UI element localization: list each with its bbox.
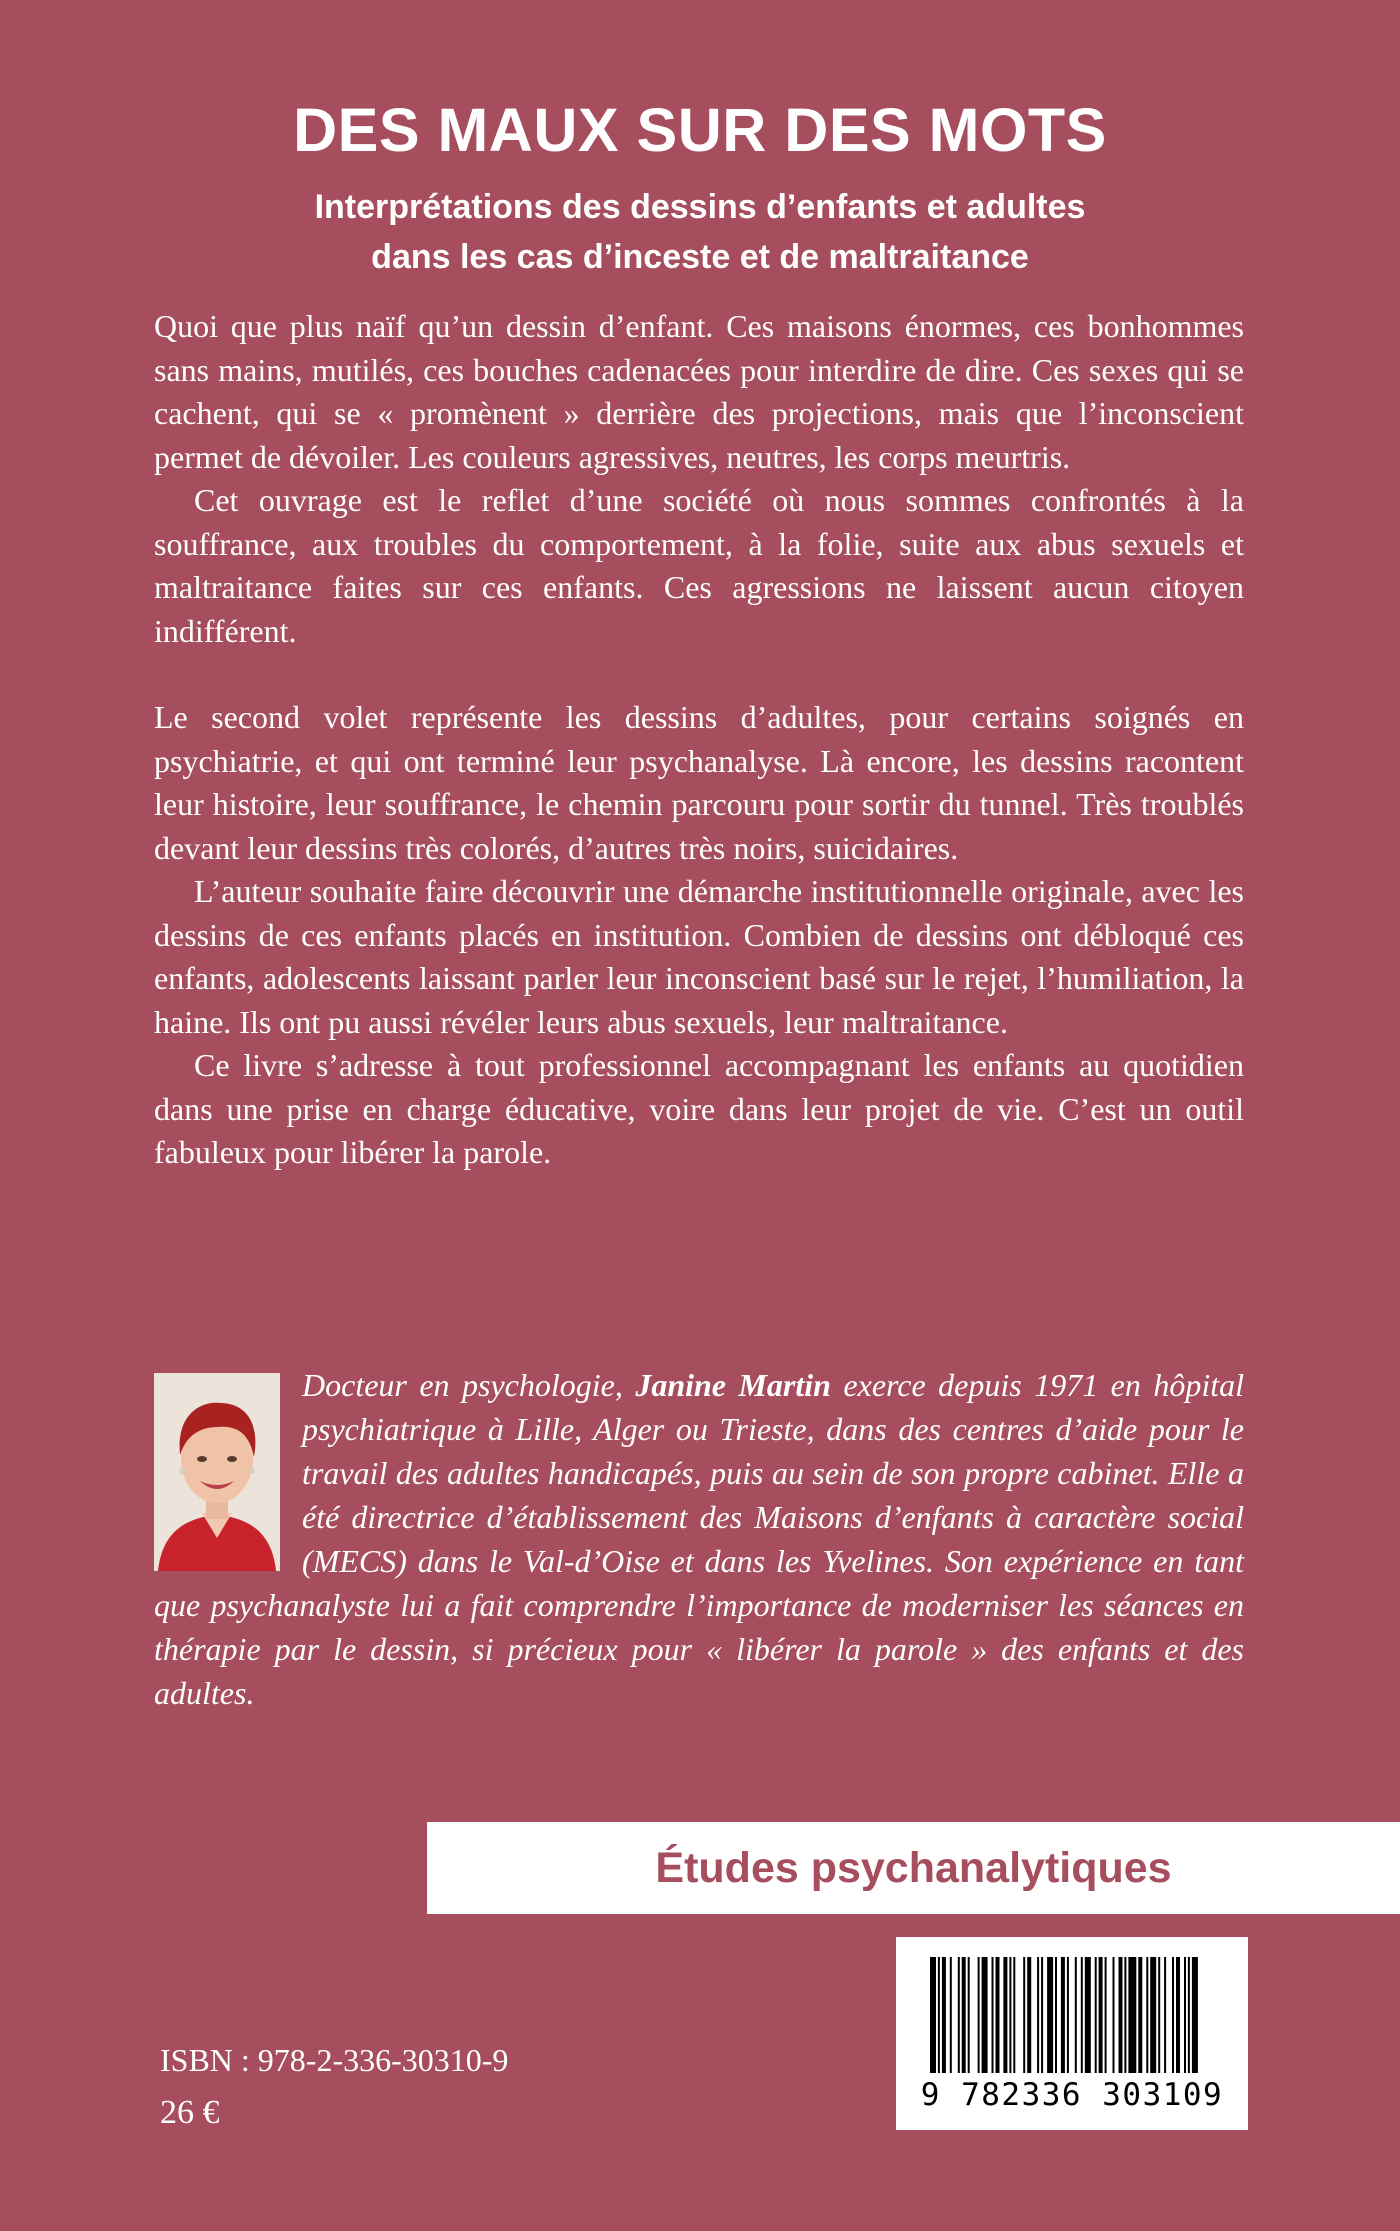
blurb-paragraph: Ce livre s’adresse à tout professionnel accompagnant les enfants au quotidien dans une prise en charge éducative, voire dans leur projet de vie. C’est un outil fabuleux pour libérer la parole. — [154, 1047, 1244, 1170]
barcode-bar — [1085, 1957, 1091, 2073]
blurb-paragraph: L’auteur souhaite faire découvrir une démarche institutionnelle originale, avec les dessins de ces enfants placés en institution. Combien de dessins ont débloqué ces enfants, adolescents laissant parler leur inconscient basé sur le rejet, l’humiliation, la haine. Ils ont pu aussi révéler leurs abus sexuels, leur maltraitance. — [154, 873, 1244, 1040]
author-photo — [154, 1373, 280, 1571]
barcode-bar — [1192, 1957, 1198, 2073]
series-banner — [427, 1822, 1400, 1914]
barcode-bar — [992, 1957, 994, 2073]
author-name: Janine Martin — [635, 1367, 831, 1403]
bio-lead: Docteur en psychologie, — [302, 1367, 636, 1403]
barcode-bar — [1150, 1957, 1156, 2073]
barcode-bar — [1061, 1957, 1065, 2073]
barcode-bar — [1095, 1957, 1097, 2073]
barcode-bar — [1055, 1957, 1057, 2073]
barcode-bar — [1023, 1957, 1025, 2073]
barcode-bar — [1067, 1957, 1069, 2073]
barcode-bar — [1128, 1957, 1136, 2073]
barcode-bar — [942, 1957, 946, 2073]
book-subtitle — [150, 182, 1250, 282]
book-title: DES MAUX SUR DES MOTS — [293, 96, 1107, 164]
bio-text: exerce depuis 1971 en hôpital psychiatrique à Lille, Alger ou Trieste, dans des centres d’aide pour le travail des adultes handicapés, puis au sein de son propre cabinet. Elle a été directrice d’établissement des Maisons d’enfants à caractère social (MECS) dans le Val-d’Oise et dans les Yvelines. Son expérience en tant que psychanalyste lui a fait comprendre l’importance de moderniser les séances en thérapie par le dessin, si précieux pour « libérer la parole » des enfants et des adultes. — [154, 1367, 1244, 1711]
barcode-bar — [1146, 1957, 1148, 2073]
series-name: Études psychanalytiques — [655, 1844, 1172, 1892]
barcode — [896, 1937, 1248, 2130]
barcode-bar — [1027, 1957, 1031, 2073]
barcode-bar — [1138, 1957, 1142, 2073]
barcode-bar — [1113, 1957, 1115, 2073]
barcode-bar — [1037, 1957, 1039, 2073]
barcode-bar — [1124, 1957, 1126, 2073]
barcode-bar — [958, 1957, 960, 2073]
barcode-bar — [1047, 1957, 1053, 2073]
price: 26 € — [160, 2094, 220, 2131]
barcode-bar — [950, 1957, 952, 2073]
subtitle-line-2: dans les cas d’inceste et de maltraitance — [371, 238, 1029, 276]
blurb-paragraph: Quoi que plus naïf qu’un dessin d’enfant. Ces maisons énormes, ces bonhommes sans mains, mutilés, ces bouches cadenacées pour interdire de dire. Ces sexes qui se cachent, qui se « promènent » derrière des projections, mais que l’inconscient permet de dévoiler. Les couleurs agressives, neutres, les corps meurtris. — [154, 308, 1244, 475]
barcode-bar — [978, 1957, 980, 2073]
barcode-bar — [1003, 1957, 1007, 2073]
barcode-bar — [1164, 1957, 1166, 2073]
barcode-bar — [938, 1957, 940, 2073]
blurb-paragraph: Cet ouvrage est le reflet d’une société où nous sommes confrontés à la souffrance, aux troubles du comportement, à la folie, suite aux abus sexuels et maltraitance faites sur ces enfants. Ces agressions ne laissent aucun citoyen indifférent. — [154, 482, 1244, 649]
barcode-bar — [1158, 1957, 1160, 2073]
barcode-bar — [1099, 1957, 1103, 2073]
barcode-bar — [1013, 1957, 1015, 2073]
isbn: ISBN : 978-2-336-30310-9 — [160, 2042, 509, 2078]
barcode-bar — [1176, 1957, 1180, 2073]
barcode-bar — [1009, 1957, 1011, 2073]
barcode-bar — [930, 1957, 936, 2073]
barcode-bar — [1119, 1957, 1123, 2073]
barcode-bar — [1041, 1957, 1043, 2073]
barcode-bar — [982, 1957, 988, 2073]
author-bio — [154, 1363, 1244, 1715]
barcode-bar — [1105, 1957, 1107, 2073]
barcode-bar — [1075, 1957, 1077, 2073]
barcode-bar — [968, 1957, 970, 2073]
barcode-bar — [1081, 1957, 1083, 2073]
author-portrait-illustration — [154, 1373, 280, 1571]
blurb-paragraph: Le second volet représente les dessins d’adultes, pour certains soignés en psychiatrie, et qui ont terminé leur psychanalyse. Là encore, les dessins racontent leur histoire, leur souffrance, le chemin parcouru pour sortir du tunnel. Très troublés devant leur dessins très colorés, d’autres très noirs, suicidaires. — [154, 699, 1244, 866]
barcode-bar — [996, 1957, 1000, 2073]
barcode-bar — [1188, 1957, 1190, 2073]
subtitle-line-1: Interprétations des dessins d’enfants et adultes — [314, 188, 1086, 226]
blurb — [154, 305, 1244, 1175]
barcode-bar — [962, 1957, 966, 2073]
barcode-bar — [1172, 1957, 1174, 2073]
barcode-bar — [1184, 1957, 1186, 2073]
barcode-digits: 9 782336 303109 — [920, 2077, 1224, 2113]
